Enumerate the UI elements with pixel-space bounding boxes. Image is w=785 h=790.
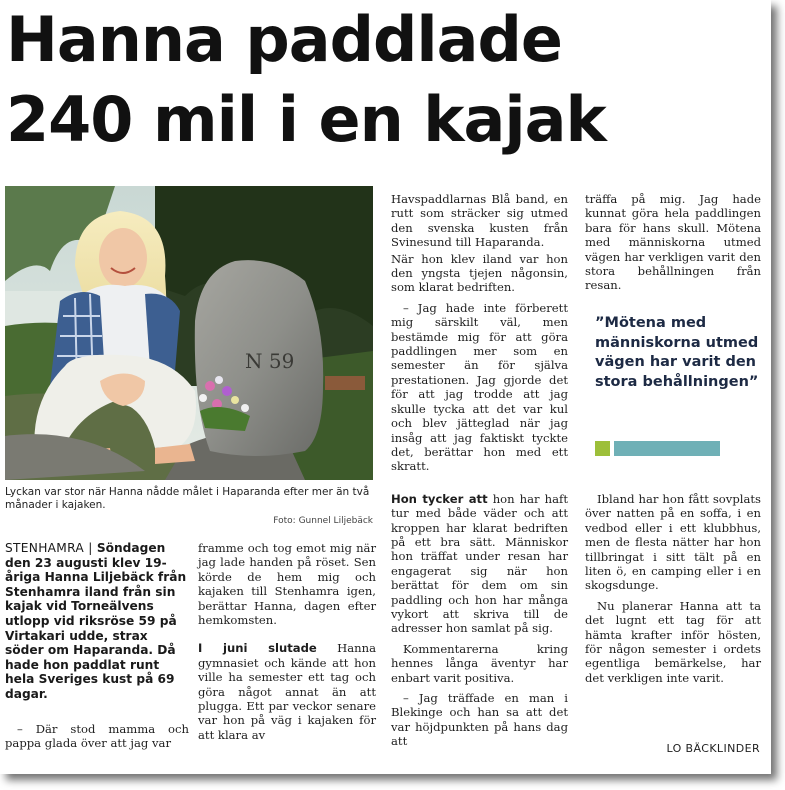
article-column-2 xyxy=(198,541,376,742)
column-2-paragraph-2 xyxy=(198,641,376,742)
column-3-paragraph-4 xyxy=(391,492,568,636)
pull-quote-accent-teal xyxy=(614,441,720,456)
photo-credit: Foto: Gunnel Liljebäck xyxy=(273,516,373,526)
pull-quote-accent-green xyxy=(595,441,610,456)
column-2-paragraph-1: framme och tog emot mig när jag lade handen på röset. Sen körde de hem mig och kajaken till Stenhamra igen, berättar Hanna, dagen efter hemkomsten. xyxy=(198,541,376,628)
stone-inscription: N 59 xyxy=(245,349,295,373)
dateline: STENHAMRA | xyxy=(5,541,93,555)
article-column-4-top xyxy=(585,192,761,293)
article-column-1 xyxy=(5,722,189,751)
column-2-run-in: I juni slutade xyxy=(198,641,317,656)
lead-paragraph xyxy=(5,541,189,702)
column-3-paragraph-4-text: hon har haft tur med både väder och att kroppen har klarat bedriften på ett bra sätt. Människor hon träffat under resan har engagerat sig när hon berättat för dem om sin paddling och hon har många vykort att skriva till de adresser hon samlat på sig. xyxy=(391,491,568,636)
column-3-paragraph-1: Havspaddlarnas Blå band, en rutt som sträcker sig utmed den svenska kusten från Svinesund till Haparanda. xyxy=(391,192,568,250)
column-3-paragraph-3: – Jag hade inte förberett mig särskilt väl, men bestämde mig för att göra paddlingen mer som en semester än för själva prestationen. Jag gjorde det för att jag trodde att jag skulle tycka att det var kul och blev jätteglad när jag insåg att jag faktiskt tyckte det, berättar hon med ett skratt. xyxy=(391,300,568,474)
column-3-paragraph-5: Kommentarerna kring hennes långa äventyr har enbart varit positiva. xyxy=(391,641,568,685)
column-2-paragraph-2-text: Hanna gymnasiet och kände att hon ville ha semester ett tag och göra något annat än att plugga. Ett par veckor senare var hon på väg i kajaken för att klara av xyxy=(198,641,376,742)
column-3-paragraph-6: – Jag träffade en man i Blekinge och han sa att det var höjdpunkten på hans dag att xyxy=(391,691,568,749)
headline xyxy=(6,0,766,160)
headline-line-1: Hanna paddlade xyxy=(6,3,562,76)
byline: LO BÄCKLINDER xyxy=(666,742,760,755)
column-1-paragraph-1: – Där stod mamma och pappa glada över att jag var xyxy=(5,722,189,751)
article-photo xyxy=(5,186,373,480)
column-4-paragraph-1: träffa på mig. Jag hade kunnat göra hela paddlingen bara för hans skull. Mötena med människorna utmed vägen har verkligen varit den stora behållningen från resan. xyxy=(585,192,761,293)
headline-line-2: 240 mil i en kajak xyxy=(6,83,606,156)
column-3-run-in: Hon tycker att xyxy=(391,491,488,506)
column-4-paragraph-3: Nu planerar Hanna att ta det lugnt ett tag för att hämta krafter inför hösten, för någon semester i ordets egentliga bemärkelse, har det verkligen inte varit. xyxy=(585,598,761,685)
photo-illustration xyxy=(5,186,373,480)
lead-text: Söndagen den 23 augusti klev 19-åriga Hanna Liljebäck från Stenhamra iland från sin kajak vid Torneälvens utlopp vid riksröse 59 på Virtakari udde, strax söder om Haparanda. Då hade hon paddlat runt hela Sveriges kust på 69 dagar. xyxy=(5,541,187,701)
photo-caption: Lyckan var stor när Hanna nådde målet i Haparanda efter mer än två månader i kajaken. xyxy=(5,486,370,511)
article-column-4-bottom xyxy=(585,492,761,685)
pull-quote: ”Mötena med människorna utmed vägen har varit den stora behållningen” xyxy=(595,315,759,390)
column-4-paragraph-2: Ibland har hon fått sovplats över natten på en soffa, i en vedbod eller i ett klubbhus, men de flesta nätter har hon tillbringat i sitt tält på en liten ö, en camping eller i en skogsdunge. xyxy=(585,492,761,593)
article-column-3 xyxy=(391,192,568,749)
column-3-paragraph-2: När hon klev iland var hon den yngsta tjejen någonsin, som klarat bedriften. xyxy=(391,251,568,295)
